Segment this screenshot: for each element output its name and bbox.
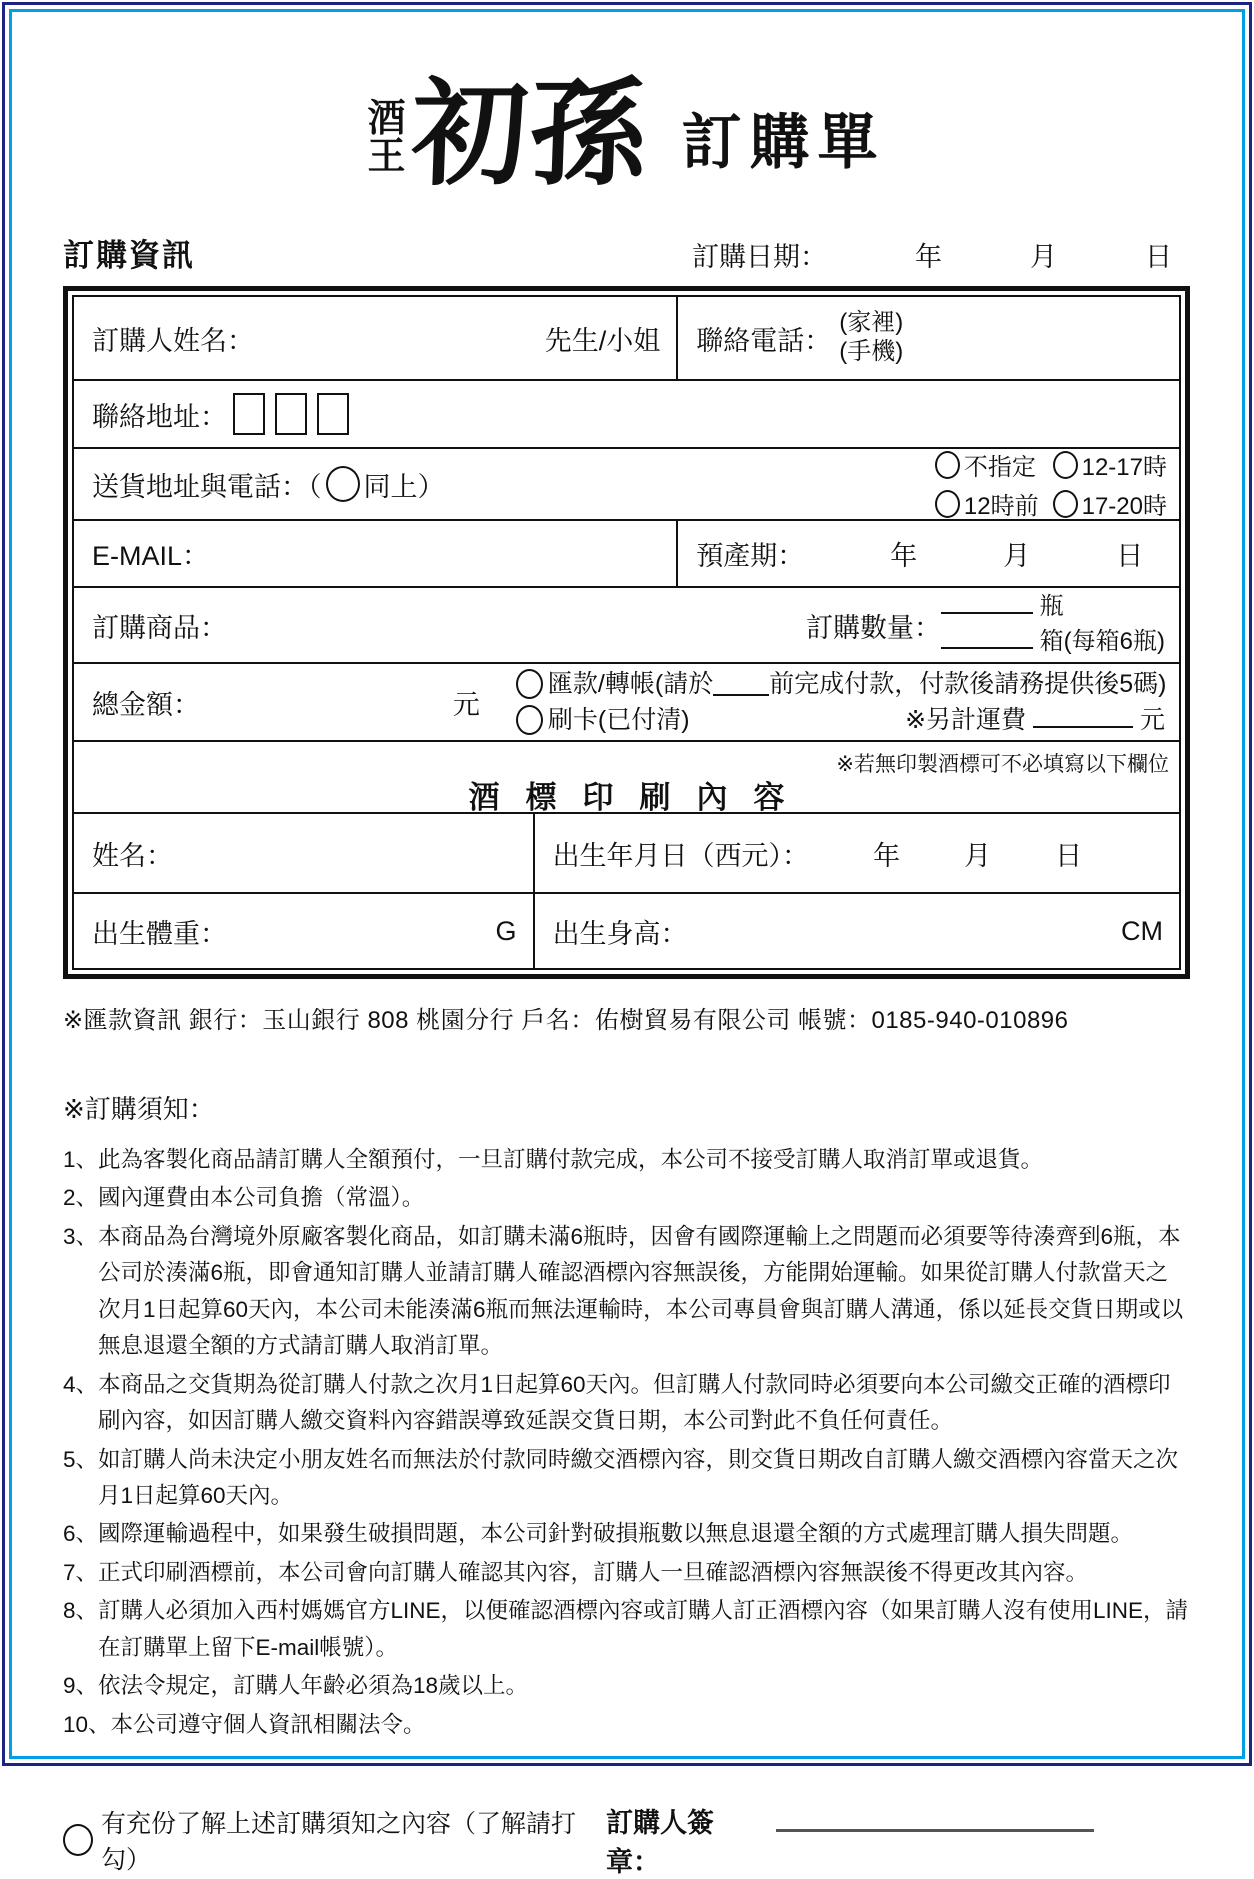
total-amount-field[interactable]	[92, 683, 516, 722]
phone-kind-labels	[839, 309, 903, 367]
label-print-section-header	[74, 740, 1179, 815]
shipping-fee-blank[interactable]	[1033, 703, 1133, 728]
shipping-fee-unit: 元	[1139, 706, 1165, 734]
birth-height-field[interactable]	[533, 894, 1179, 968]
email-label: E-MAIL：	[92, 541, 210, 571]
signature-line[interactable]	[776, 1802, 1094, 1832]
birth-year-label: 年	[873, 840, 901, 871]
note-item-10: 10、 本公司遵守個人資訊相關法令。	[63, 1711, 426, 1737]
postal-code-box-2[interactable]	[275, 393, 307, 435]
total-amount-unit: 元	[452, 689, 480, 720]
honorific-label: 先生/小姐	[544, 325, 661, 356]
unit-case-label: 箱(每箱6瓶)	[1039, 628, 1165, 655]
order-notes-title: ※訂購須知：	[63, 1094, 215, 1124]
brand-logo	[63, 64, 1190, 204]
radio-circle-icon[interactable]	[516, 669, 543, 699]
note-item-1: 1、 此為客製化商品請訂購人全額預付，一旦訂購付款完成，本公司不接受訂購人取消訂單或退貨。	[63, 1147, 1044, 1172]
table-row-delivery	[74, 447, 1179, 519]
postal-code-box-3[interactable]	[317, 393, 349, 435]
contact-address-label: 聯絡地址：	[92, 401, 227, 432]
table-row-purchaser	[74, 297, 1179, 379]
purchaser-name-field[interactable]	[74, 297, 676, 379]
order-notes-list	[63, 1142, 1190, 1743]
table-row-total	[74, 662, 1179, 740]
order-info-table	[72, 295, 1181, 970]
contact-phone-label: 聯絡電話：	[696, 325, 832, 356]
time-option-17-20[interactable]	[1053, 486, 1167, 521]
label-print-note: ※若無印製酒標可不必填寫以下欄位	[836, 753, 1169, 776]
quantity-lines	[941, 590, 1165, 660]
table-row-address	[74, 379, 1179, 447]
due-date-label: 預產期：	[696, 541, 805, 571]
phone-home-label: (家裡)	[839, 309, 904, 337]
brand-logo-main: 初孫	[409, 66, 650, 202]
payment-options	[516, 666, 1179, 739]
quantity-cases-blank[interactable]	[941, 625, 1033, 649]
quantity-field	[806, 590, 1179, 660]
label-print-title: 酒標印刷內容	[468, 780, 811, 815]
note-item-3: 3、 本商品為台灣境外原廠客製化商品，如訂購未滿6瓶時，因會有國際運輸上之問題而必須要等待湊齊到6瓶，本公司於湊滿6瓶，即會通知訂購人並請訂購人確認酒標內容無誤後，方能開始運輸。如果從訂購人付款當天之次月1日起算60天內，本公司未能湊滿6瓶而無法運輸時，本公司專員會與訂購人溝通，係以延長交貨日期或以無息退還全額的方式請訂購人取消訂單。	[63, 1223, 1184, 1359]
form-title: 訂購單	[681, 109, 886, 176]
due-day-label: 日	[1116, 541, 1144, 571]
baby-name-field[interactable]	[74, 814, 533, 892]
shipping-fee-note	[905, 702, 1179, 738]
order-date-year-label: 年	[915, 242, 942, 272]
birth-weight-field[interactable]	[74, 894, 533, 968]
payment-option-transfer[interactable]	[516, 666, 1179, 702]
order-date-day-label: 日	[1145, 242, 1172, 272]
baby-name-label: 姓名：	[92, 840, 173, 871]
time-option-unspecified[interactable]	[935, 447, 1039, 482]
order-date-field	[692, 235, 1190, 274]
quantity-bottles-blank[interactable]	[941, 590, 1033, 614]
radio-circle-icon[interactable]	[1053, 490, 1078, 518]
time-option-label: 12時前	[963, 493, 1039, 520]
email-field[interactable]	[74, 521, 676, 586]
order-date-month-label: 月	[1030, 242, 1057, 272]
brand-logo-side-char1: 酒	[367, 95, 406, 140]
birth-date-field[interactable]	[533, 814, 1179, 892]
pay-transfer-label-pre: 匯款/轉帳(請於	[547, 669, 714, 698]
time-option-label: 17-20時	[1081, 493, 1167, 520]
pay-deadline-blank[interactable]	[713, 671, 769, 696]
same-as-above-label: 同上	[363, 471, 418, 502]
radio-circle-icon[interactable]	[1053, 451, 1078, 479]
acknowledgment-text: 有充份了解上述訂購須知之內容（了解請打勾）	[101, 1810, 577, 1874]
note-item-6: 6、 國際運輸過程中，如果發生破損問題，本公司針對破損瓶數以無息退還全額的方式處理訂購人損失問題。	[63, 1521, 1134, 1547]
radio-circle-icon[interactable]	[516, 705, 543, 735]
footer-row	[63, 1801, 1190, 1879]
bank-transfer-info: ※匯款資訊 銀行：玉山銀行 808 桃園分行 戶名：佑樹貿易有限公司 帳號：0185-940-010896	[63, 1007, 1069, 1034]
pay-transfer-label-post: 前完成付款，付款後請務提供後5碼)	[769, 669, 1167, 698]
delivery-time-options	[935, 447, 1179, 521]
time-option-12-17[interactable]	[1053, 447, 1167, 482]
postal-code-box-1[interactable]	[233, 393, 265, 435]
brand-logo-side-char2: 王	[367, 133, 406, 178]
acknowledgment-check-circle[interactable]	[63, 1824, 93, 1856]
product-label[interactable]: 訂購商品：	[92, 612, 227, 643]
total-amount-label: 總金額：	[92, 689, 200, 720]
delivery-address-label-close: ）	[417, 471, 445, 502]
birth-date-label: 出生年月日（西元）：	[552, 840, 810, 871]
phone-mobile-label: (手機)	[839, 338, 904, 365]
birth-weight-unit: G	[495, 915, 517, 946]
signature-label: 訂購人簽章：	[606, 1808, 714, 1877]
brand-logo-side-text	[367, 95, 406, 178]
shipping-fee-label: ※另計運費	[905, 706, 1027, 734]
note-item-2: 2、 國內運費由本公司負擔（常溫）。	[63, 1185, 425, 1211]
birth-month-label: 月	[964, 840, 992, 871]
table-row-product	[74, 586, 1179, 662]
payment-option-card[interactable]	[516, 702, 1179, 738]
time-option-label: 不指定	[963, 454, 1036, 481]
birth-day-label: 日	[1055, 840, 1083, 871]
purchaser-name-label: 訂購人姓名：	[92, 325, 254, 356]
note-item-8: 8、 訂購人必須加入西村媽媽官方LINE，以便確認酒標內容或訂購人訂正酒標內容（如果訂購人沒有使用LINE，請在訂購單上留下E-mail帳號）。	[63, 1598, 1189, 1660]
radio-circle-icon[interactable]	[935, 451, 960, 479]
unit-bottle-label: 瓶	[1039, 593, 1064, 621]
note-item-9: 9、 依法令規定，訂購人年齡必須為18歲以上。	[63, 1673, 529, 1699]
contact-phone-field[interactable]	[676, 297, 1179, 379]
radio-circle-icon[interactable]	[935, 490, 960, 518]
quantity-label: 訂購數量：	[805, 612, 941, 643]
due-month-label: 月	[1003, 541, 1031, 571]
pay-card-label: 刷卡(已付清)	[547, 706, 690, 734]
same-as-above-radio[interactable]	[326, 466, 360, 502]
time-option-label: 12-17時	[1081, 454, 1167, 481]
birth-height-unit: CM	[1120, 915, 1163, 946]
order-date-label: 訂購日期：	[692, 242, 827, 272]
table-row-baby-name	[74, 812, 1179, 892]
delivery-address-label: 送貨地址與電話：（	[92, 471, 322, 502]
due-date-field[interactable]	[676, 521, 1179, 586]
due-year-label: 年	[890, 541, 918, 571]
birth-weight-label: 出生體重：	[92, 918, 227, 949]
note-item-5: 5、 如訂購人尚未決定小朋友姓名而無法於付款同時繳交酒標內容，則交貨日期改自訂購人繳交酒標內容當天之次月1日起算60天內。	[63, 1446, 1179, 1508]
signature-field	[606, 1801, 1094, 1879]
birth-height-label: 出生身高：	[552, 918, 688, 949]
section-title-order-info: 訂購資訊	[63, 238, 195, 273]
acknowledgment-field	[63, 1804, 606, 1876]
table-row-birth-size	[74, 892, 1179, 968]
note-item-7: 7、 正式印刷酒標前，本公司會向訂購人確認其內容，訂購人一旦確認酒標內容無誤後不得更改其內容。	[63, 1559, 1089, 1585]
note-item-4: 4、 本商品之交貨期為從訂購人付款之次月1日起算60天內。但訂購人付款同時必須要向本公司繳交正確的酒標印刷內容，如因訂購人繳交資料內容錯誤導致延誤交貨日期，本公司對此不負任何責任。	[63, 1371, 1171, 1434]
time-option-before-12[interactable]	[935, 486, 1039, 521]
table-row-email	[74, 519, 1179, 586]
